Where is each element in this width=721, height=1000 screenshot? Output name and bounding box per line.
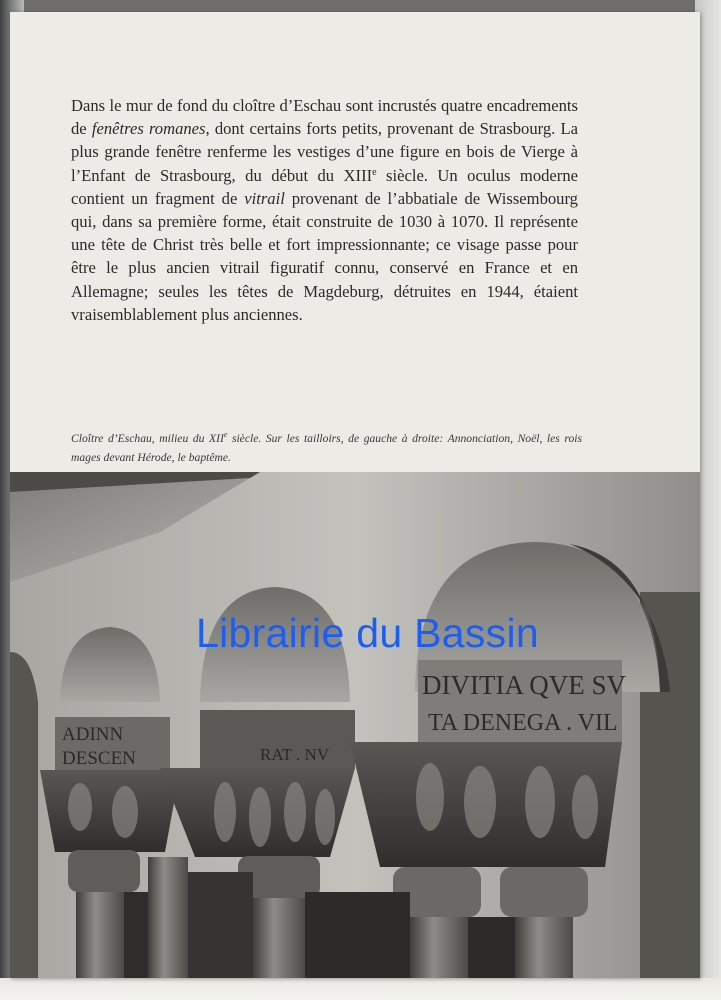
svg-text:RAT . NV: RAT . NV	[260, 745, 330, 764]
caption-text-part: siècle. Sur les tailloirs, de gauche à droite: Annonciation, Noël, les rois mages devant Hérode, le baptême.	[71, 432, 583, 464]
svg-text:TA DENEGA . VIL: TA DENEGA . VIL	[428, 710, 618, 736]
body-text-part: Dans le mur de fond du cloître d’Eschau sont incrustés quatre encadrements de	[71, 96, 578, 139]
century-superscript: e	[372, 166, 377, 178]
watermark-text: Librairie du Bassin	[196, 610, 539, 656]
cloister-photograph	[10, 472, 700, 978]
svg-text:DIVITIA QVE SV: DIVITIA QVE SV	[422, 670, 626, 700]
body-text-part: siècle. Un oculus moderne contient un fragment de	[71, 165, 578, 208]
capital-left	[40, 770, 180, 852]
background-bottom-edge	[0, 978, 721, 1000]
column-3	[253, 898, 305, 978]
column-4	[410, 917, 468, 978]
photo-caption	[71, 429, 582, 467]
body-text-part: , dont certains forts petits, provenant de Strasbourg. La plus grande fenêtre renferme les vestiges d’une figure en bois de Vierge à l’Enfant de Strasbourg, du début du XIII	[71, 119, 578, 185]
svg-text:DESCEN: DESCEN	[62, 748, 136, 769]
caption-text-part: Cloître d’Eschau, milieu du XII	[71, 432, 224, 445]
column-2	[148, 857, 188, 978]
column-5	[515, 917, 573, 978]
emphasis-fenetres-romanes: fenêtres romanes	[91, 119, 206, 139]
emphasis-vitrail: vitrail	[244, 188, 285, 208]
body-text-part: provenant de l’abbatiale de Wissembourg qui, dans sa première forme, était construite de 1030 à 1070. Il représente une tête de Christ très belle et fort impressionnante; ce visage passe pour être le plus ancien vitrail figuratif connu, conservé en France et en Allemagne; seules les têtes de Magdeburg, détruites en 1944, étaient vraisemblablement plus anciennes.	[71, 188, 578, 324]
book-page	[10, 12, 700, 978]
svg-text:ADINN: ADINN	[62, 724, 124, 745]
body-paragraph	[71, 94, 578, 326]
caption-superscript: e	[223, 430, 228, 439]
column-1	[76, 892, 124, 978]
